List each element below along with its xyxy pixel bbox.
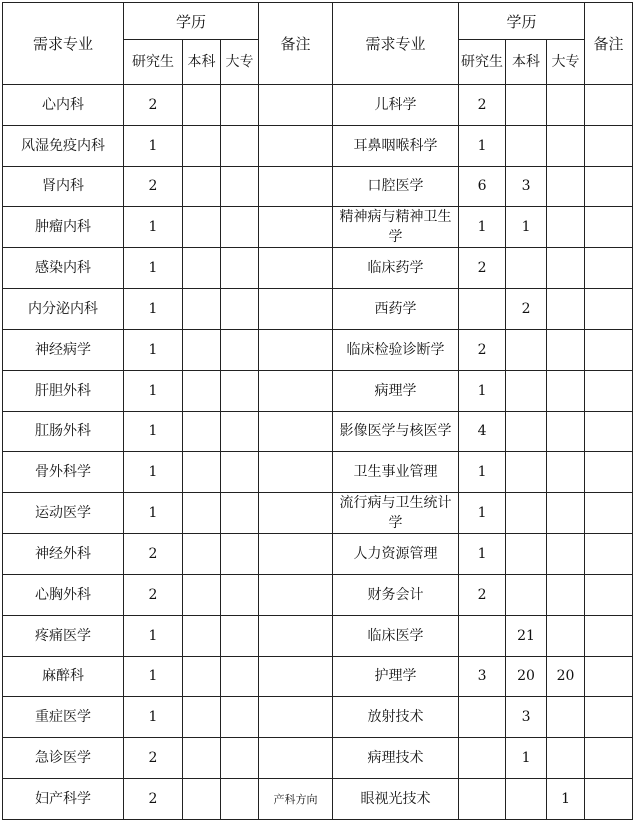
table-row	[3, 656, 633, 697]
right-grad-count-cell: 1	[459, 125, 506, 166]
table-body	[3, 85, 633, 820]
left-grad-header	[124, 40, 183, 85]
left-bachelor-count-cell	[183, 248, 221, 289]
right-college-count-cell: 1	[547, 778, 585, 819]
table-row	[3, 329, 633, 370]
left-college-count-cell	[221, 452, 259, 493]
left-college-count-cell	[221, 370, 259, 411]
left-bachelor-count-cell	[183, 493, 221, 534]
right-major-cell: 西药学	[333, 289, 459, 330]
right-college-count-cell	[547, 615, 585, 656]
header-label: 研究生	[461, 54, 504, 70]
table-row	[3, 85, 633, 126]
right-major-cell: 眼视光技术	[333, 778, 459, 819]
right-remark-cell	[585, 778, 633, 819]
left-bachelor-count-cell	[183, 738, 221, 779]
right-grad-count-cell: 1	[459, 493, 506, 534]
table-row	[3, 493, 633, 534]
left-college-count-cell	[221, 574, 259, 615]
left-grad-count-cell: 1	[124, 493, 183, 534]
right-major-cell: 儿科学	[333, 85, 459, 126]
left-college-count-cell	[221, 85, 259, 126]
right-bachelor-count-cell	[506, 778, 547, 819]
left-remark-cell	[259, 493, 333, 534]
right-college-count-cell	[547, 166, 585, 207]
right-grad-count-cell: 1	[459, 207, 506, 248]
right-remark-cell	[585, 329, 633, 370]
right-major-cell: 口腔医学	[333, 166, 459, 207]
right-remark-cell	[585, 534, 633, 575]
header-label: 本科	[512, 54, 541, 70]
right-bachelor-count-cell: 2	[506, 289, 547, 330]
table-row	[3, 289, 633, 330]
left-remark-cell	[259, 125, 333, 166]
left-remark-cell	[259, 656, 333, 697]
left-college-count-cell	[221, 738, 259, 779]
left-college-count-cell	[221, 534, 259, 575]
left-remark-cell	[259, 248, 333, 289]
left-bachelor-count-cell	[183, 534, 221, 575]
left-major-cell: 神经外科	[3, 534, 124, 575]
left-major-cell: 骨外科学	[3, 452, 124, 493]
right-college-count-cell	[547, 248, 585, 289]
right-grad-count-cell: 1	[459, 370, 506, 411]
right-grad-count-cell: 1	[459, 534, 506, 575]
right-bachelor-count-cell	[506, 85, 547, 126]
right-college-count-cell	[547, 738, 585, 779]
right-remark-cell	[585, 452, 633, 493]
left-grad-count-cell: 2	[124, 166, 183, 207]
left-remark-cell	[259, 329, 333, 370]
right-college-count-cell	[547, 207, 585, 248]
right-college-count-cell	[547, 411, 585, 452]
right-bachelor-count-cell	[506, 493, 547, 534]
table-row	[3, 370, 633, 411]
left-college-count-cell	[221, 289, 259, 330]
right-major-cell: 流行病与卫生统计学	[333, 493, 459, 534]
left-grad-count-cell: 1	[124, 207, 183, 248]
left-remark-cell	[259, 452, 333, 493]
left-remark-cell	[259, 411, 333, 452]
right-grad-count-cell	[459, 615, 506, 656]
left-bachelor-count-cell	[183, 574, 221, 615]
right-remark-cell	[585, 248, 633, 289]
left-remark-header: 备注	[259, 3, 333, 85]
left-grad-count-cell: 2	[124, 85, 183, 126]
table-row	[3, 778, 633, 819]
left-education-header: 学历	[124, 3, 259, 40]
left-bachelor-count-cell	[183, 615, 221, 656]
left-grad-count-cell: 2	[124, 574, 183, 615]
right-bachelor-count-cell: 20	[506, 656, 547, 697]
table-row	[3, 207, 633, 248]
header-label: 大专	[551, 54, 580, 70]
left-grad-count-cell: 2	[124, 534, 183, 575]
right-grad-count-cell	[459, 289, 506, 330]
left-grad-count-cell: 1	[124, 125, 183, 166]
left-college-count-cell	[221, 411, 259, 452]
table-row	[3, 248, 633, 289]
right-bachelor-count-cell	[506, 329, 547, 370]
left-college-count-cell	[221, 166, 259, 207]
left-major-cell: 妇产科学	[3, 778, 124, 819]
right-major-cell: 卫生事业管理	[333, 452, 459, 493]
right-remark-cell	[585, 615, 633, 656]
right-grad-count-cell: 2	[459, 248, 506, 289]
right-bachelor-count-cell: 3	[506, 166, 547, 207]
left-remark-cell	[259, 615, 333, 656]
left-college-count-cell	[221, 697, 259, 738]
left-college-count-cell	[221, 493, 259, 534]
right-college-count-cell	[547, 493, 585, 534]
right-grad-count-cell: 2	[459, 85, 506, 126]
left-bachelor-count-cell	[183, 125, 221, 166]
right-remark-cell	[585, 125, 633, 166]
right-college-count-cell	[547, 85, 585, 126]
right-bachelor-count-cell	[506, 574, 547, 615]
header-label: 研究生	[132, 54, 174, 70]
left-remark-cell: 产科方向	[259, 778, 333, 819]
right-remark-cell	[585, 370, 633, 411]
left-bachelor-count-cell	[183, 411, 221, 452]
left-major-cell: 肿瘤内科	[3, 207, 124, 248]
left-remark-cell	[259, 534, 333, 575]
right-bachelor-count-cell: 3	[506, 697, 547, 738]
right-college-count-cell	[547, 370, 585, 411]
left-bachelor-count-cell	[183, 166, 221, 207]
right-major-cell: 临床医学	[333, 615, 459, 656]
right-grad-count-cell: 4	[459, 411, 506, 452]
right-education-header: 学历	[459, 3, 585, 40]
right-bachelor-count-cell	[506, 534, 547, 575]
table-row	[3, 411, 633, 452]
left-bachelor-count-cell	[183, 370, 221, 411]
right-bachelor-count-cell: 1	[506, 738, 547, 779]
right-remark-cell	[585, 656, 633, 697]
right-college-header	[547, 40, 585, 85]
right-college-count-cell	[547, 125, 585, 166]
left-grad-count-cell: 1	[124, 656, 183, 697]
right-grad-count-cell: 6	[459, 166, 506, 207]
left-grad-count-cell: 1	[124, 615, 183, 656]
left-bachelor-count-cell	[183, 452, 221, 493]
table-row	[3, 574, 633, 615]
right-college-count-cell: 20	[547, 656, 585, 697]
left-remark-cell	[259, 697, 333, 738]
left-remark-cell	[259, 289, 333, 330]
table-row	[3, 125, 633, 166]
right-college-count-cell	[547, 697, 585, 738]
table-row	[3, 697, 633, 738]
right-remark-cell	[585, 493, 633, 534]
table-row	[3, 452, 633, 493]
left-major-cell: 疼痛医学	[3, 615, 124, 656]
left-remark-cell	[259, 738, 333, 779]
left-bachelor-count-cell	[183, 207, 221, 248]
table-row	[3, 738, 633, 779]
left-grad-count-cell: 1	[124, 452, 183, 493]
left-bachelor-count-cell	[183, 656, 221, 697]
right-remark-cell	[585, 738, 633, 779]
left-major-cell: 运动医学	[3, 493, 124, 534]
left-major-cell: 心胸外科	[3, 574, 124, 615]
right-bachelor-count-cell	[506, 125, 547, 166]
left-college-count-cell	[221, 248, 259, 289]
left-major-cell: 肛肠外科	[3, 411, 124, 452]
left-bachelor-count-cell	[183, 289, 221, 330]
left-college-count-cell	[221, 778, 259, 819]
left-grad-count-cell: 1	[124, 370, 183, 411]
right-major-cell: 临床药学	[333, 248, 459, 289]
table-row	[3, 615, 633, 656]
right-grad-count-cell	[459, 738, 506, 779]
left-grad-count-cell: 1	[124, 329, 183, 370]
table-row	[3, 534, 633, 575]
left-college-count-cell	[221, 125, 259, 166]
right-remark-cell	[585, 207, 633, 248]
right-bachelor-header	[506, 40, 547, 85]
right-remark-cell	[585, 289, 633, 330]
right-bachelor-count-cell	[506, 452, 547, 493]
right-major-cell: 病理学	[333, 370, 459, 411]
left-grad-count-cell: 1	[124, 697, 183, 738]
right-major-cell: 临床检验诊断学	[333, 329, 459, 370]
right-college-count-cell	[547, 329, 585, 370]
right-grad-count-cell	[459, 778, 506, 819]
left-college-count-cell	[221, 615, 259, 656]
right-grad-count-cell: 2	[459, 329, 506, 370]
left-bachelor-count-cell	[183, 697, 221, 738]
right-major-cell: 病理技术	[333, 738, 459, 779]
left-grad-count-cell: 1	[124, 289, 183, 330]
right-grad-count-cell: 3	[459, 656, 506, 697]
header-label: 大专	[225, 54, 254, 70]
left-major-cell: 心内科	[3, 85, 124, 126]
right-bachelor-count-cell: 21	[506, 615, 547, 656]
left-college-header	[221, 40, 259, 85]
right-major-cell: 放射技术	[333, 697, 459, 738]
right-major-cell: 耳鼻咽喉科学	[333, 125, 459, 166]
right-major-cell: 财务会计	[333, 574, 459, 615]
left-major-cell: 急诊医学	[3, 738, 124, 779]
left-major-header: 需求专业	[3, 3, 124, 85]
left-remark-cell	[259, 166, 333, 207]
left-bachelor-count-cell	[183, 329, 221, 370]
right-remark-cell	[585, 697, 633, 738]
left-remark-cell	[259, 370, 333, 411]
left-major-cell: 重症医学	[3, 697, 124, 738]
right-college-count-cell	[547, 534, 585, 575]
left-grad-count-cell: 2	[124, 778, 183, 819]
left-major-cell: 肝胆外科	[3, 370, 124, 411]
header-label: 本科	[187, 54, 216, 70]
left-remark-cell	[259, 207, 333, 248]
right-remark-cell	[585, 166, 633, 207]
left-major-cell: 肾内科	[3, 166, 124, 207]
left-grad-count-cell: 1	[124, 411, 183, 452]
right-grad-header	[459, 40, 506, 85]
right-college-count-cell	[547, 289, 585, 330]
right-major-header: 需求专业	[333, 3, 459, 85]
right-bachelor-count-cell	[506, 411, 547, 452]
left-remark-cell	[259, 574, 333, 615]
recruitment-table	[2, 2, 633, 820]
right-bachelor-count-cell	[506, 248, 547, 289]
right-college-count-cell	[547, 574, 585, 615]
right-major-cell: 影像医学与核医学	[333, 411, 459, 452]
right-grad-count-cell	[459, 697, 506, 738]
left-grad-count-cell: 2	[124, 738, 183, 779]
left-college-count-cell	[221, 207, 259, 248]
left-remark-cell	[259, 85, 333, 126]
left-college-count-cell	[221, 656, 259, 697]
left-major-cell: 内分泌内科	[3, 289, 124, 330]
left-bachelor-count-cell	[183, 85, 221, 126]
right-bachelor-count-cell	[506, 370, 547, 411]
right-major-cell: 人力资源管理	[333, 534, 459, 575]
left-bachelor-header	[183, 40, 221, 85]
left-bachelor-count-cell	[183, 778, 221, 819]
left-major-cell: 神经病学	[3, 329, 124, 370]
left-major-cell: 风湿免疫内科	[3, 125, 124, 166]
right-college-count-cell	[547, 452, 585, 493]
left-major-cell: 感染内科	[3, 248, 124, 289]
right-bachelor-count-cell: 1	[506, 207, 547, 248]
right-major-cell: 护理学	[333, 656, 459, 697]
left-major-cell: 麻醉科	[3, 656, 124, 697]
right-remark-cell	[585, 85, 633, 126]
right-major-cell: 精神病与精神卫生学	[333, 207, 459, 248]
left-grad-count-cell: 1	[124, 248, 183, 289]
table-row	[3, 166, 633, 207]
left-college-count-cell	[221, 329, 259, 370]
right-grad-count-cell: 2	[459, 574, 506, 615]
right-grad-count-cell: 1	[459, 452, 506, 493]
right-remark-cell	[585, 574, 633, 615]
right-remark-header: 备注	[585, 3, 633, 85]
header-row-top	[3, 3, 633, 40]
right-remark-cell	[585, 411, 633, 452]
